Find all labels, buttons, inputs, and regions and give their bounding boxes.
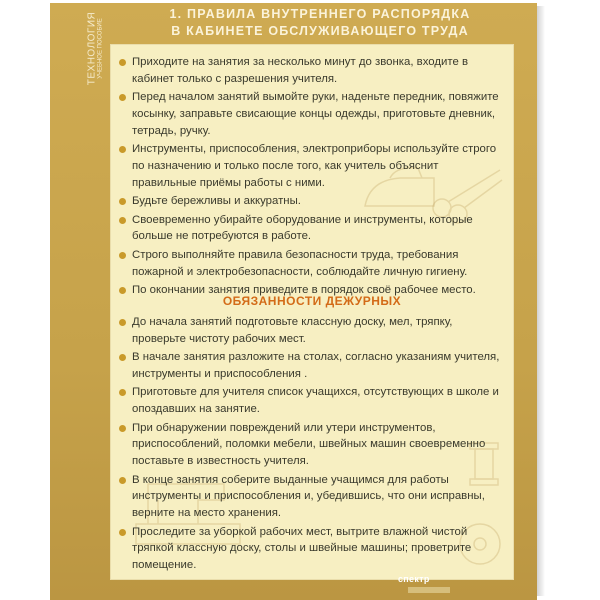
- list-item: [118, 141, 506, 191]
- bullet-icon: [119, 287, 126, 294]
- list-item: [118, 89, 506, 139]
- list-item: [118, 349, 506, 383]
- bullet-icon: [119, 198, 126, 205]
- list-item: [118, 420, 506, 470]
- duties-list: [118, 314, 506, 576]
- bullet-icon: [119, 146, 126, 153]
- side-label: [80, 3, 110, 93]
- rule-text: Перед началом занятий вымойте руки, наденьте передник, повяжите косынку, заправьте свисающие концы одежды, приготовьте дневник, тетрадь, ручку.: [132, 91, 499, 137]
- list-item: [118, 524, 506, 574]
- side-label-title: ТЕХНОЛОГИЯ: [86, 11, 98, 85]
- bullet-icon: [119, 94, 126, 101]
- bullet-icon: [119, 529, 126, 536]
- duty-text: Проследите за уборкой рабочих мест, вытрите влажной чистой тряпкой классную доску, столы и швейные машины; проветрите помещение.: [132, 525, 472, 572]
- bullet-icon: [119, 217, 126, 224]
- imprint-box: [408, 587, 450, 593]
- list-item: [118, 54, 506, 88]
- rules-list: [118, 54, 506, 300]
- list-item: [118, 247, 506, 281]
- poster-shadow: [537, 6, 545, 596]
- duties-title: ОБЯЗАННОСТИ ДЕЖУРНЫХ: [222, 294, 402, 308]
- rule-text: Будьте бережливы и аккуратны.: [132, 195, 301, 208]
- rule-text: Строго выполняйте правила безопасности труда, требования пожарной и электробезопасности, соблюдайте личную гигиену.: [132, 248, 468, 278]
- bullet-icon: [119, 477, 126, 484]
- poster-title: [110, 6, 530, 40]
- duty-text: Приготовьте для учителя список учащихся, отсутствующих в школе и опоздавших на занятие.: [132, 386, 499, 416]
- bullet-icon: [119, 354, 126, 361]
- rule-text: Приходите на занятия за несколько минут до звонка, входите в кабинет только с разрешения учителя.: [132, 56, 469, 85]
- bullet-icon: [119, 425, 126, 432]
- list-item: [118, 384, 506, 418]
- rule-text: Своевременно убирайте оборудование и инструменты, которые больше не потребуются в работе.: [132, 213, 473, 243]
- rule-text: По окончании занятия приведите в порядок своё рабочее место.: [132, 283, 476, 296]
- list-item: [118, 212, 506, 246]
- duty-text: До начала занятий подготовьте классную доску, мел, тряпку, проверьте чистоту рабочих мест.: [132, 316, 453, 345]
- poster-title-line-1: 1. ПРАВИЛА ВНУТРЕННЕГО РАСПОРЯДКА: [169, 7, 471, 21]
- side-label-subtitle: УЧЕБНОЕ ПОСОБИЕ: [97, 17, 104, 79]
- list-item: [118, 314, 506, 348]
- duty-text: При обнаружении повреждений или утери инструментов, приспособлений, поломки мебели, швейных машин своевременно поставьте в известность учителя.: [132, 421, 486, 468]
- duty-text: В конце занятия соберите выданные учащимся для работы инструменты и приспособления и, убедившись, что они исправны, верните на место хранения.: [132, 473, 485, 520]
- publisher-logo: спектр: [398, 574, 430, 584]
- list-item: [118, 193, 506, 210]
- bullet-icon: [119, 59, 126, 66]
- bullet-icon: [119, 252, 126, 259]
- duty-text: В начале занятия разложите на столах, согласно указаниям учителя, инструменты и приспособления .: [132, 351, 500, 380]
- list-item: [118, 472, 506, 522]
- bullet-icon: [119, 389, 126, 396]
- poster-title-line-2: В КАБИНЕТЕ ОБСЛУЖИВАЮЩЕГО ТРУДА: [171, 24, 469, 38]
- bullet-icon: [119, 319, 126, 326]
- rule-text: Инструменты, приспособления, электроприборы используйте строго по назначению и только после того, как учитель объяснит правильные приёмы работы с ними.: [132, 143, 497, 189]
- content-panel: [110, 44, 514, 580]
